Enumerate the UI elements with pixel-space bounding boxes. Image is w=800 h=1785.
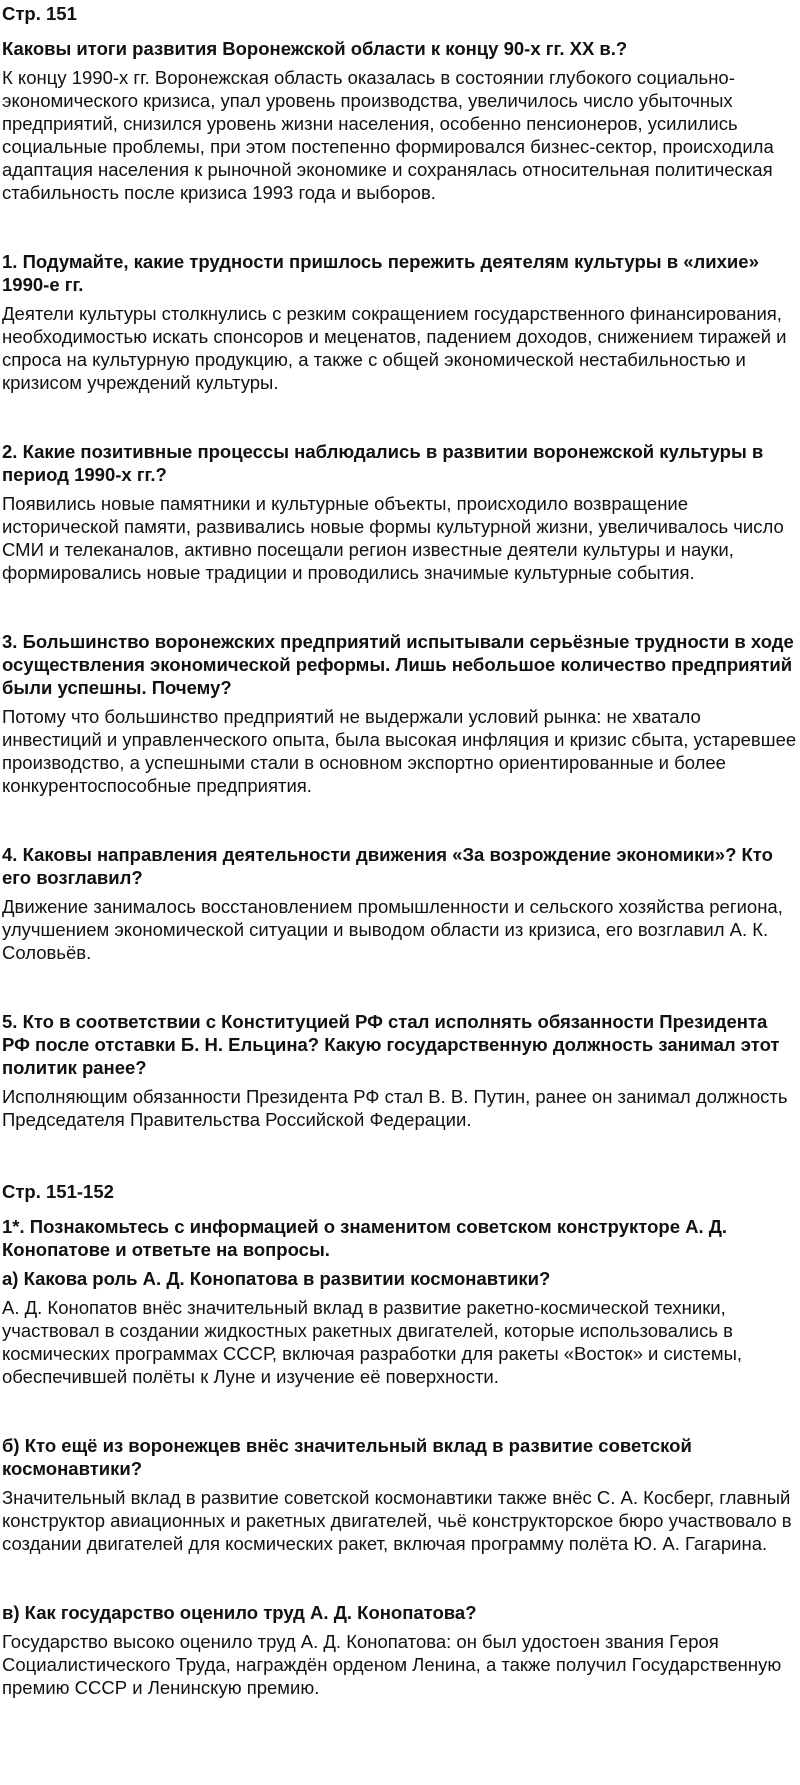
- qa-block: [2, 37, 798, 204]
- question-heading: 5. Кто в соответствии с Конституцией РФ стал исполнять обязанности Президента РФ после отставки Б. Н. Ельцина? Какую государственную должность занимал этот политик ранее?: [2, 1011, 780, 1078]
- qa-block: [2, 630, 798, 797]
- qa-block: [2, 843, 798, 964]
- page-label: Стр. 151: [2, 3, 77, 24]
- answer-text: К концу 1990-х гг. Воронежская область оказалась в состоянии глубокого социально-экономического кризиса, упал уровень производства, увеличилось число убыточных предприятий, снизился уровень жизни населения, особенно пенсионеров, усилились социальные проблемы, при этом постепенно формировался бизнес-сектор, происходила адаптация населения к рыночной экономике и сохранялась относительная политическая стабильность после кризиса 1993 года и выборов.: [2, 67, 774, 203]
- answer-text: Исполняющим обязанности Президента РФ стал В. В. Путин, ранее он занимал должность Председателя Правительства Российской Федерации.: [2, 1086, 788, 1130]
- question-heading: 3. Большинство воронежских предприятий испытывали серьёзные трудности в ходе осуществления экономической реформы. Лишь небольшое количество предприятий были успешны. Почему?: [2, 631, 794, 698]
- qa-block: [2, 250, 798, 394]
- answer-text: Движение занималось восстановлением промышленности и сельского хозяйства региона, улучшением экономической ситуации и выводом области из кризиса, его возглавил А. К. Соловьёв.: [2, 896, 783, 963]
- question-heading: в) Как государство оценило труд А. Д. Конопатова?: [2, 1602, 477, 1623]
- question-heading: 2. Какие позитивные процессы наблюдались в развитии воронежской культуры в период 1990-х гг.?: [2, 441, 764, 485]
- answer-text: Появились новые памятники и культурные объекты, происходило возвращение исторической памяти, развивались новые формы культурной жизни, увеличивалось число СМИ и телеканалов, активно посещали регион известные деятели культуры и науки, формировались новые традиции и проводились значимые культурные события.: [2, 493, 784, 583]
- question-heading: 4. Каковы направления деятельности движения «За возрождение экономики»? Кто его возглавил?: [2, 844, 773, 888]
- page-label: Стр. 151-152: [2, 1181, 114, 1202]
- qa-block: [2, 1010, 798, 1131]
- answer-text: Государство высоко оценило труд А. Д. Конопатова: он был удостоен звания Героя Социалистического Труда, награждён орденом Ленина, а также получил Государственную премию СССР и Ленинскую премию.: [2, 1631, 782, 1698]
- answer-text: Значительный вклад в развитие советской космонавтики также внёс С. А. Косберг, главный конструктор авиационных и ракетных двигателей, чьё конструкторское бюро участвовало в создании двигателей для космических ракет, включая программу полёта Ю. А. Гагарина.: [2, 1487, 792, 1554]
- answer-text: Потому что большинство предприятий не выдержали условий рынка: не хватало инвестиций и управленческого опыта, была высокая инфляция и кризис сбыта, устаревшее производство, а успешными стали в основном экспортно ориентированные и более конкурентоспособные предприятия.: [2, 706, 797, 796]
- qa-block: [2, 440, 798, 584]
- question-heading: 1. Подумайте, какие трудности пришлось пережить деятелям культуры в «лихие» 1990-е гг.: [2, 251, 759, 295]
- qa-block: [2, 1434, 798, 1555]
- question-heading: а) Какова роль А. Д. Конопатова в развитии космонавтики?: [2, 1268, 551, 1289]
- question-heading: б) Кто ещё из воронежцев внёс значительный вклад в развитие советской космонавтики?: [2, 1435, 692, 1479]
- answer-text: Деятели культуры столкнулись с резким сокращением государственного финансирования, необходимостью искать спонсоров и меценатов, падением доходов, снижением тиражей и спроса на культурную продукцию, а также с общей экономической нестабильностью и кризисом учреждений культуры.: [2, 303, 787, 393]
- task-intro: 1*. Познакомьтесь с информацией о знаменитом советском конструкторе А. Д. Конопатове и ответьте на вопросы.: [2, 1216, 728, 1260]
- answer-text: А. Д. Конопатов внёс значительный вклад в развитие ракетно-космической техники, участвовал в создании жидкостных ракетных двигателей, которые использовались в космических программах СССР, включая разработки для ракеты «Восток» и системы, обеспечившей полёты к Луне и изучение её поверхности.: [2, 1297, 743, 1387]
- question-heading: Каковы итоги развития Воронежской области к концу 90-х гг. XX в.?: [2, 38, 628, 59]
- qa-block: [2, 1267, 798, 1388]
- qa-block: [2, 1601, 798, 1699]
